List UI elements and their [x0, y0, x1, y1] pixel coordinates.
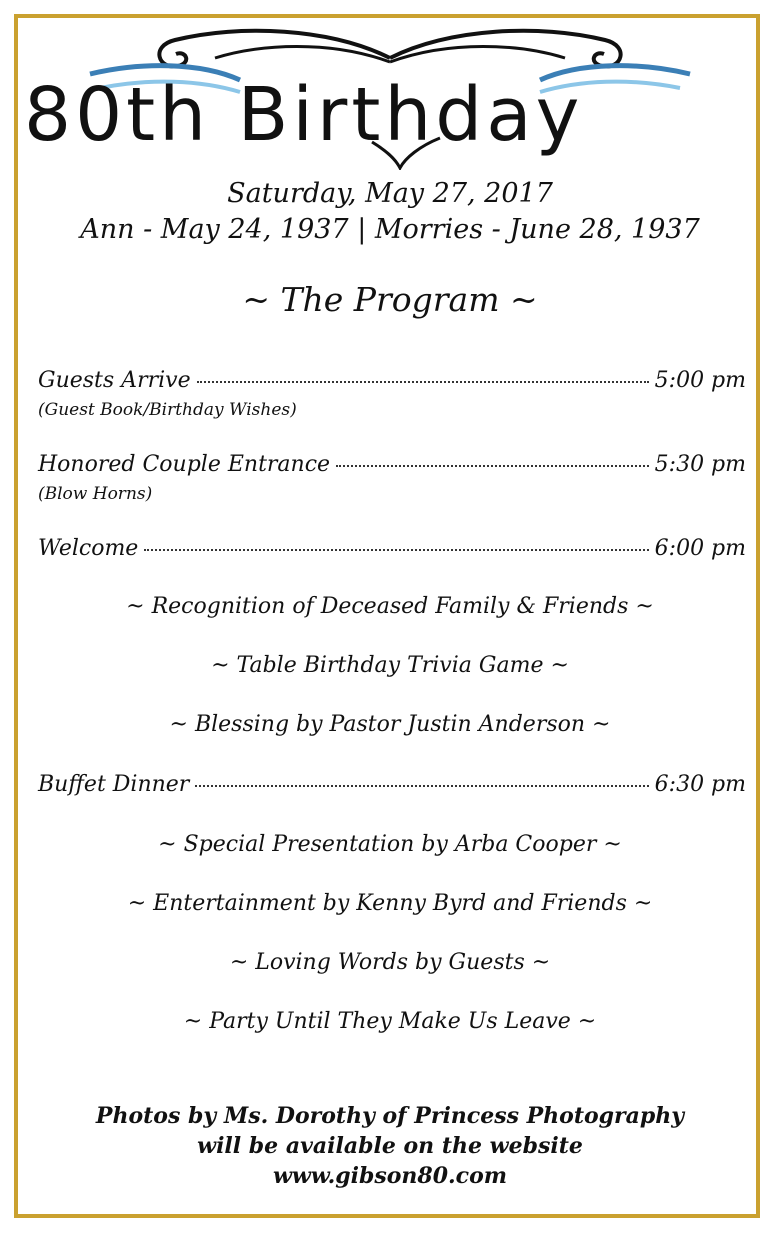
item-note: (Guest Book/Birthday Wishes): [38, 400, 297, 420]
program-row: [38, 368, 746, 393]
program-highlight: ~ Entertainment by Kenny Byrd and Friends ~: [127, 891, 653, 916]
program-highlight: ~ Recognition of Deceased Family & Friends ~: [126, 594, 654, 619]
item-time: 5:00 pm: [654, 368, 746, 393]
program-highlight: ~ Party Until They Make Us Leave ~: [183, 1009, 597, 1034]
program-title: ~ The Program ~: [242, 280, 538, 319]
item-label: Welcome: [38, 536, 139, 561]
item-time: 6:00 pm: [654, 536, 746, 561]
program-highlight: ~ Blessing by Pastor Justin Anderson ~: [169, 712, 611, 737]
photo-credit: Photos by Ms. Dorothy of Princess Photography: [95, 1103, 685, 1129]
program-highlight: ~ Special Presentation by Arba Cooper ~: [158, 832, 622, 857]
event-headline: 80th Birthday: [24, 72, 584, 158]
birthdays-line: Ann - May 24, 1937 | Morries - June 28, 1937: [80, 214, 700, 245]
item-label: Buffet Dinner: [38, 772, 190, 797]
photo-availability: will be available on the website: [197, 1133, 583, 1159]
item-note: (Blow Horns): [38, 484, 153, 504]
item-time: 5:30 pm: [654, 452, 746, 477]
item-time: 6:30 pm: [654, 772, 746, 797]
item-label: Honored Couple Entrance: [38, 452, 331, 477]
website-link[interactable]: www.gibson80.com: [272, 1163, 508, 1189]
event-date: Saturday, May 27, 2017: [227, 178, 553, 209]
dot-leader: [336, 465, 649, 467]
dot-leader: [195, 785, 648, 787]
program-row: [38, 452, 746, 477]
program-highlight: ~ Loving Words by Guests ~: [229, 950, 551, 975]
dot-leader: [197, 381, 649, 383]
dot-leader: [144, 549, 648, 551]
program-row: [38, 772, 746, 797]
program-highlight: ~ Table Birthday Trivia Game ~: [211, 653, 569, 678]
program-row: [38, 536, 746, 561]
item-label: Guests Arrive: [38, 368, 191, 393]
